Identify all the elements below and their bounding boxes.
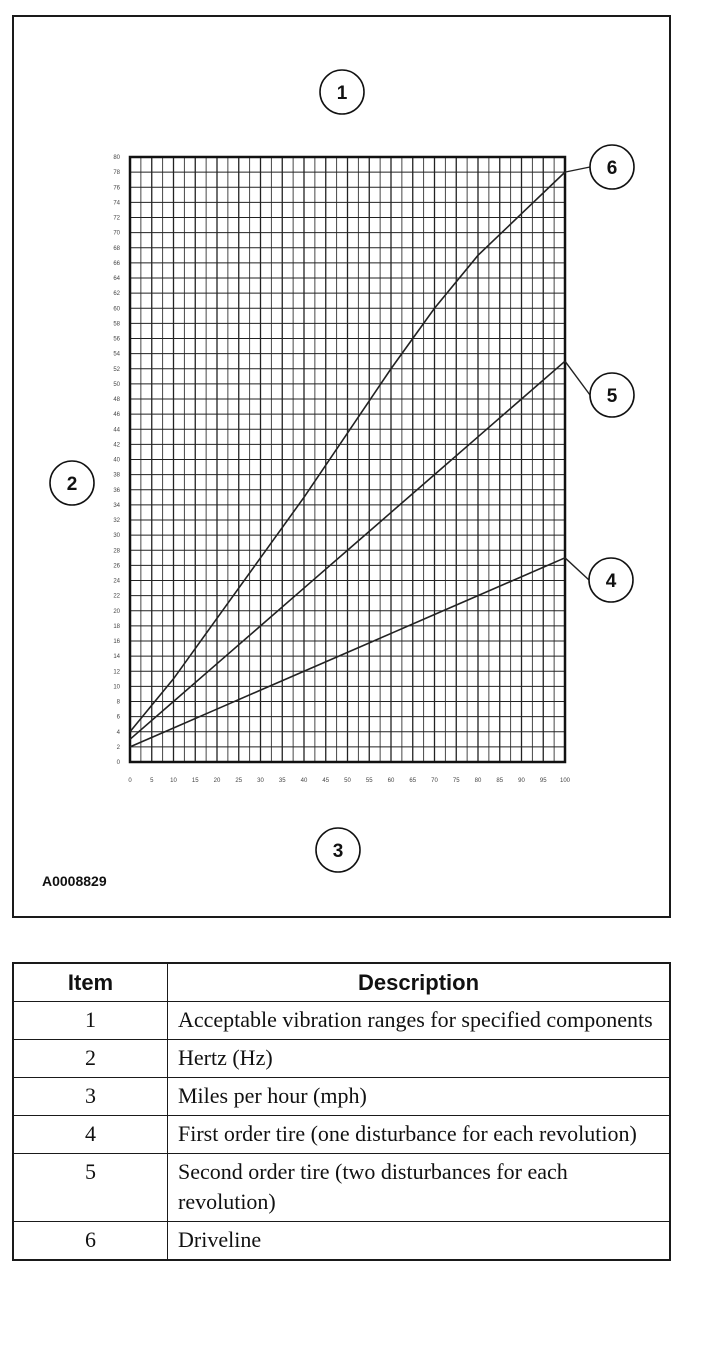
y-tick-label: 44: [113, 427, 120, 434]
y-tick-label: 14: [113, 654, 120, 661]
y-tick-label: 72: [113, 215, 120, 222]
y-tick-label: 58: [113, 321, 120, 328]
x-tick-label: 75: [452, 778, 460, 784]
x-tick-label: 0: [128, 778, 132, 784]
legend-item-description: Second order tire (two disturbances for each revolution): [168, 1154, 671, 1222]
x-tick-label: 45: [322, 778, 330, 784]
x-tick-label: 85: [496, 778, 504, 784]
legend-item-number: 1: [13, 1002, 168, 1040]
y-tick-label: 22: [113, 593, 120, 600]
x-tick-label: 40: [300, 778, 308, 784]
y-tick-label: 80: [113, 155, 120, 161]
legend-item-description: First order tire (one disturbance for each revolution): [168, 1116, 671, 1154]
legend-item-number: 3: [13, 1078, 168, 1116]
y-tick-label: 18: [113, 623, 120, 630]
legend-item-description: Acceptable vibration ranges for specified components: [168, 1002, 671, 1040]
y-tick-label: 8: [116, 699, 120, 706]
x-tick-label: 25: [235, 778, 243, 784]
x-tick-label: 100: [559, 778, 571, 784]
callout-leader-6: [565, 167, 590, 172]
y-tick-label: 16: [113, 639, 120, 645]
x-tick-label: 80: [474, 778, 482, 784]
callout-leader-5: [565, 361, 590, 395]
y-tick-label: 30: [113, 533, 120, 540]
legend-row: [13, 1078, 670, 1116]
y-tick-label: 32: [113, 518, 120, 524]
callout-number-3: 3: [332, 841, 344, 862]
callout-number-4: 4: [605, 571, 617, 592]
y-tick-label: 62: [113, 291, 120, 298]
y-tick-label: 78: [113, 170, 120, 177]
y-tick-label: 4: [116, 729, 120, 736]
x-tick-label: 35: [278, 778, 286, 784]
x-tick-label: 95: [539, 778, 547, 784]
chart-tick-labels: [113, 155, 570, 784]
y-tick-label: 28: [113, 548, 120, 555]
callout-number-6: 6: [606, 158, 618, 179]
y-tick-label: 10: [113, 684, 120, 691]
legend-header-row: [13, 963, 670, 1002]
x-tick-label: 90: [518, 778, 525, 784]
callout-number-1: 1: [336, 83, 348, 104]
x-tick-label: 15: [191, 778, 199, 784]
legend-item-number: 5: [13, 1154, 168, 1222]
y-tick-label: 38: [113, 472, 120, 479]
x-tick-label: 70: [431, 778, 438, 784]
y-tick-label: 74: [113, 200, 120, 207]
y-tick-label: 54: [113, 351, 120, 358]
y-tick-label: 42: [113, 442, 120, 449]
legend-item-description: Driveline: [168, 1222, 671, 1261]
x-tick-label: 30: [257, 778, 264, 784]
legend-table: [12, 962, 671, 1261]
legend-row: [13, 1222, 670, 1261]
callout-number-5: 5: [606, 386, 618, 407]
y-tick-label: 26: [113, 563, 120, 570]
legend-row: [13, 1116, 670, 1154]
y-tick-label: 68: [113, 245, 120, 252]
description-column-header: Description: [168, 963, 671, 1002]
figure-id-label: A0008829: [42, 873, 107, 889]
y-tick-label: 52: [113, 366, 120, 373]
x-tick-label: 50: [344, 778, 351, 784]
legend-item-description: Hertz (Hz): [168, 1040, 671, 1078]
y-tick-label: 36: [113, 487, 120, 494]
y-tick-label: 64: [113, 276, 120, 282]
x-tick-label: 10: [170, 778, 177, 784]
x-tick-label: 55: [365, 778, 373, 784]
legend-item-number: 2: [13, 1040, 168, 1078]
y-tick-label: 48: [113, 397, 120, 403]
y-tick-label: 70: [113, 230, 120, 237]
y-tick-label: 0: [116, 760, 120, 766]
y-tick-label: 2: [116, 744, 120, 751]
y-tick-label: 60: [113, 306, 120, 313]
y-tick-label: 50: [113, 381, 120, 388]
x-tick-label: 65: [409, 778, 417, 784]
item-column-header: Item: [13, 963, 168, 1002]
legend-item-description: Miles per hour (mph): [168, 1078, 671, 1116]
y-tick-label: 12: [113, 669, 120, 676]
legend-item-number: 4: [13, 1116, 168, 1154]
x-tick-label: 20: [213, 778, 221, 784]
y-tick-label: 6: [116, 714, 120, 721]
x-tick-label: 60: [387, 778, 395, 784]
y-tick-label: 56: [113, 336, 120, 343]
y-tick-label: 20: [113, 608, 120, 615]
y-tick-label: 76: [113, 185, 120, 192]
y-tick-label: 66: [113, 260, 120, 267]
y-tick-label: 34: [113, 502, 120, 509]
x-tick-label: 5: [150, 778, 154, 784]
callout-leader-4: [565, 558, 589, 580]
legend-row: [13, 1154, 670, 1222]
y-tick-label: 40: [113, 457, 120, 464]
callout-number-2: 2: [66, 474, 78, 495]
legend-row: [13, 1040, 670, 1078]
y-tick-label: 46: [113, 412, 120, 419]
legend-row: [13, 1002, 670, 1040]
chart-grid: [130, 157, 565, 762]
legend-item-number: 6: [13, 1222, 168, 1261]
y-tick-label: 24: [113, 578, 120, 585]
